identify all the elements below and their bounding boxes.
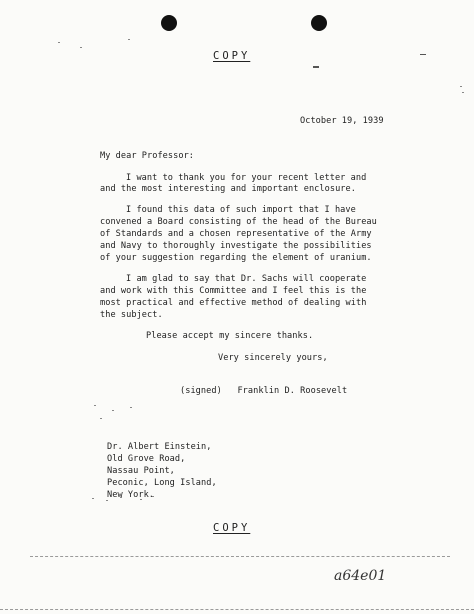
scan-edge-line-top [30, 556, 450, 557]
punch-hole-right [311, 15, 327, 31]
scan-speck [92, 498, 94, 499]
scan-speck [130, 407, 132, 408]
paragraph-2-line-3: of Standards and a chosen representative of the Army [100, 229, 372, 239]
recipient-town: Peconic, Long Island, [107, 478, 217, 488]
scan-speck [80, 47, 82, 48]
scan-edge-line-bottom [0, 609, 474, 610]
scan-speck [460, 86, 462, 87]
paragraph-2-line-2: convened a Board consisting of the head of the Bureau [100, 217, 377, 227]
paragraph-3-line-2: and work with this Committee and I feel this is the [100, 286, 367, 296]
scan-speck [100, 418, 102, 419]
stray-mark [313, 66, 319, 68]
letter-date: October 19, 1939 [300, 116, 384, 126]
paragraph-3-line-3: most practical and effective method of dealing with [100, 298, 367, 308]
paragraph-3-line-4: the subject. [100, 310, 163, 320]
scan-speck [462, 92, 464, 93]
recipient-name: Dr. Albert Einstein, [107, 442, 212, 452]
complimentary-closing: Very sincerely yours, [218, 353, 328, 363]
scan-speck [94, 405, 96, 406]
paragraph-2-line-4: and Navy to thoroughly investigate the possibilities [100, 241, 372, 251]
paragraph-1-line-2: and the most interesting and important enclosure. [100, 184, 356, 194]
signature-line: (signed) Franklin D. Roosevelt [180, 386, 348, 396]
archive-annotation: a64e01 [334, 568, 387, 584]
recipient-state: New York. [107, 490, 155, 500]
paragraph-4-line-1: Please accept my sincere thanks. [146, 331, 314, 341]
scan-speck [128, 39, 130, 40]
scan-speck [112, 410, 114, 411]
paragraph-2-line-1: I found this data of such import that I have [126, 205, 356, 215]
recipient-street: Old Grove Road, [107, 454, 186, 464]
footer-copy-mark: COPY [213, 522, 251, 534]
recipient-locality: Nassau Point, [107, 466, 175, 476]
salutation: My dear Professor: [100, 151, 195, 161]
paragraph-2-line-5: of your suggestion regarding the element of uranium. [100, 253, 372, 263]
header-copy-mark: COPY [213, 50, 251, 62]
paragraph-3-line-1: I am glad to say that Dr. Sachs will cooperate [126, 274, 367, 284]
scan-speck [58, 42, 60, 43]
punch-hole-left [161, 15, 177, 31]
scan-speck [106, 500, 108, 501]
stray-mark [420, 54, 426, 55]
paragraph-1-line-1: I want to thank you for your recent letter and [126, 173, 367, 183]
